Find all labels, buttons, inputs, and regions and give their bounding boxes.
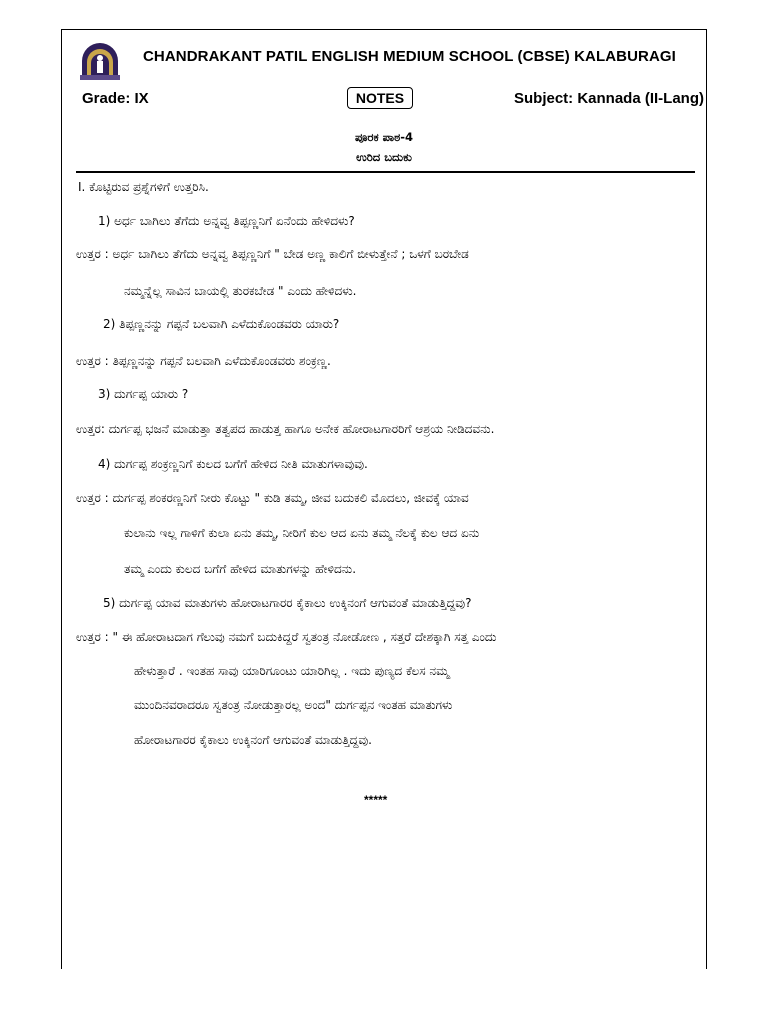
question-1: 1) ಅರ್ಧ ಬಾಗಿಲು ತೆಗೆದು ಅನ್ನವ್ವ ತಿಪ್ಪಣ್ಣನಿಗೆ ಏನೆಂದು ಹೇಳಿದಳು? <box>98 214 355 228</box>
answer-5-line-2: ಹೇಳುತ್ತಾರೆ . ಇಂತಹ ಸಾವು ಯಾರಿಗೂಂಟು ಯಾರಿಗಿಲ್ಲ . ಇದು ಪುಣ್ಯದ ಕೆಲಸ ನಮ್ಮ <box>134 664 450 678</box>
answer-1-line-1: ಉತ್ತರ : ಅರ್ಧ ಬಾಗಿಲು ತೆಗೆದು ಅನ್ನವ್ವ ತಿಪ್ಪಣ್ಣನಿಗೆ " ಬೇಡ ಅಣ್ಣ ಕಾಲಿಗೆ ಬೀಳುತ್ತೇನೆ ; ಒಳಗೆ ಬರಬೇಡ <box>76 247 469 261</box>
answer-1-line-2: ನಮ್ಮನ್ನೆಲ್ಲ ಸಾವಿನ ಬಾಯಲ್ಲಿ ತುರಕಬೇಡ " ಎಂದು ಹೇಳಿದಳು. <box>124 284 357 298</box>
answer-4-line-1: ಉತ್ತರ : ದುರ್ಗಪ್ಪ ಶಂಕರಣ್ಣನಿಗೆ ನೀರು ಕೊಟ್ಟು " ಕುಡಿ ತಮ್ಮ, ಜೀವ ಬದುಕಲಿ ಮೊದಲು, ಜೀವಕ್ಕೆ ಯಾವ <box>76 491 469 505</box>
question-4: 4) ದುರ್ಗಪ್ಪ ಶಂಕ್ರಣ್ಣನಿಗೆ ಕುಲದ ಬಗೆಗೆ ಹೇಳಿದ ನೀತಿ ಮಾತುಗಳಾವುವು. <box>98 457 368 471</box>
answer-5-line-4: ಹೋರಾಟಗಾರರ ಕೈಕಾಲು ಉಕ್ಕಿನಂಗೆ ಆಗುವಂತೆ ಮಾಡುತ್ತಿದ್ದವು. <box>134 733 372 747</box>
notes-badge: NOTES <box>347 87 413 109</box>
school-crest-icon <box>78 39 122 81</box>
answer-5-line-3: ಮುಂದಿನವರಾದರೂ ಸ್ವತಂತ್ರ ನೋಡುತ್ತಾರಲ್ಲ ಅಂದ" ದುರ್ಗಪ್ಪನ ಇಂತಹ ಮಾತುಗಳು <box>134 698 453 712</box>
end-marker: ***** <box>364 793 388 807</box>
lesson-title: ಉರಿದ ಬದುಕು <box>356 150 412 164</box>
answer-4-line-2: ಕುಲಾನು ಇಲ್ಲ ಗಾಳಿಗೆ ಕುಲಾ ಏನು ತಮ್ಮ, ನೀರಿಗೆ ಕುಲ ಆದ ಏನು ತಮ್ಮ ನೆಲಕ್ಕೆ ಕುಲ ಆದ ಏನು <box>124 526 480 540</box>
school-name: CHANDRAKANT PATIL ENGLISH MEDIUM SCHOOL (CBSE) KALABURAGI <box>143 48 676 65</box>
header-divider <box>76 171 695 173</box>
answer-2: ಉತ್ತರ : ತಿಪ್ಪಣ್ಣನನ್ನು ಗಪ್ಪನೆ ಬಲವಾಗಿ ಎಳೆದುಕೊಂಡವರು ಶಂಕ್ರಣ್ಣ. <box>76 354 331 368</box>
question-2: 2) ತಿಪ್ಪಣ್ಣನನ್ನು ಗಪ್ಪನೆ ಬಲವಾಗಿ ಎಳೆದುಕೊಂಡವರು ಯಾರು? <box>103 317 340 331</box>
lesson-number: ಪೂರಕ ಪಾಠ-4 <box>355 130 413 144</box>
answer-4-line-3: ತಮ್ಮ ಎಂದು ಕುಲದ ಬಗೆಗೆ ಹೇಳಿದ ಮಾತುಗಳನ್ನು ಹೇಳಿದನು. <box>124 562 357 576</box>
answer-5-line-1: ಉತ್ತರ : " ಈ ಹೋರಾಟದಾಗ ಗೆಲುವು ನಮಗೆ ಬದುಕಿದ್ದರೆ ಸ್ವತಂತ್ರ ನೋಡೋಣ , ಸತ್ತರೆ ದೇಶಕ್ಕಾಗಿ ಸತ್ತ ಎಂದು <box>76 630 497 644</box>
instruction: I. ಕೊಟ್ಟಿರುವ ಪ್ರಶ್ನೆಗಳಿಗೆ ಉತ್ತರಿಸಿ. <box>78 180 209 194</box>
grade-label: Grade: IX <box>82 90 149 107</box>
question-3: 3) ದುರ್ಗಪ್ಪ ಯಾರು ? <box>98 387 189 401</box>
question-5: 5) ದುರ್ಗಪ್ಪ ಯಾವ ಮಾತುಗಳು ಹೋರಾಟಗಾರರ ಕೈಕಾಲು ಉಕ್ಕಿನಂಗೆ ಆಗುವಂತೆ ಮಾಡುತ್ತಿದ್ದವು? <box>103 596 472 610</box>
answer-3: ಉತ್ತರ: ದುರ್ಗಪ್ಪ ಭಜನೆ ಮಾಡುತ್ತಾ ತತ್ವಪದ ಹಾಡುತ್ತ ಹಾಗೂ ಅನೇಕ ಹೋರಾಟಗಾರರಿಗೆ ಆಶ್ರಯ ನೀಡಿದವನು. <box>76 422 495 436</box>
subject-label: Subject: Kannada (II-Lang) <box>514 90 705 107</box>
